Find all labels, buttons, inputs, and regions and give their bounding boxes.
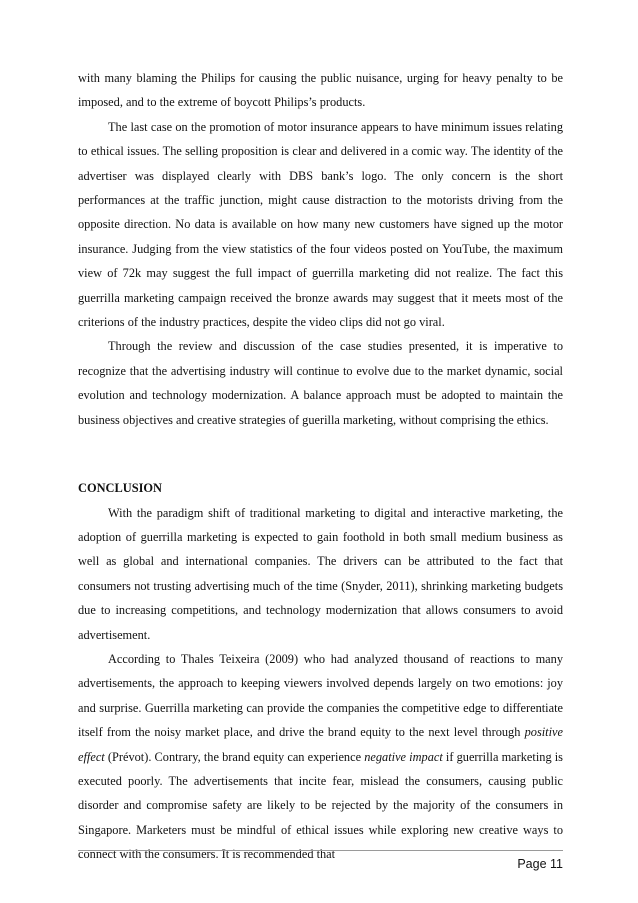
conclusion-p2-text-3: if guerrilla marketing is executed poorly. The advertisements that incite fear, mislead the consumers, causing public disorder and compromise safety are likely to be rejected by the majority of the consumers in Singapore. Marketers must be mindful of ethical issues while exploring new creative ways to connect with the consumers. It is recommended that: [78, 749, 563, 862]
conclusion-paragraph-2: [78, 647, 563, 867]
emphasis-positive-effect: positive effect: [78, 725, 563, 764]
section-heading-conclusion: CONCLUSION: [78, 481, 162, 496]
footer-divider: [78, 850, 563, 851]
emphasis-negative-impact: negative impact: [364, 749, 443, 764]
conclusion-p2-text-2: (Prévot). Contrary, the brand equity can experience: [104, 749, 365, 764]
paragraph-motor-insurance: The last case on the promotion of motor insurance appears to have minimum issues relating to ethical issues. The selling proposition is clear and delivered in a comic way. The identity of the advertiser was displayed clearly with DBS bank’s logo. The only concern is the short performances at the traffic junction, might cause distraction to the motorists driving from the opposite direction. No data is available on how many new customers have signed up the motor insurance. Judging from the view statistics of the four videos posted on YouTube, the maximum view of 72k may suggest the full impact of guerrilla marketing did not realize. The fact this guerrilla marketing campaign received the bronze awards may suggest that it meets most of the criterions of the industry practices, despite the video clips did not go viral.: [78, 119, 563, 330]
section-gap: [78, 432, 563, 476]
conclusion-paragraph-1: With the paradigm shift of traditional marketing to digital and interactive marketing, the adoption of guerrilla marketing is expected to gain foothold in both small medium business as well as global and international companies. The drivers can be attributed to the fact that consumers not trusting advertising much of the time (Snyder, 2011), shrinking marketing budgets due to increasing competitions, and technology modernization that allows consumers to avoid advertisement.: [78, 505, 563, 642]
body-text: [78, 66, 563, 867]
conclusion-p2-text-1: According to Thales Teixeira (2009) who had analyzed thousand of reactions to many advertisements, the approach to keeping viewers involved depends largely on two emotions: joy and surprise. Guerrilla marketing can provide the companies the competitive edge to differentiate itself from the noisy market place, and drive the brand equity to the next level through: [78, 651, 563, 740]
paragraph-continuation: with many blaming the Philips for causing the public nuisance, urging for heavy penalty to be imposed, and to the extreme of boycott Philips’s products.: [78, 71, 563, 110]
paragraph-review: Through the review and discussion of the case studies presented, it is imperative to recognize that the advertising industry will continue to evolve due to the market dynamic, social evolution and technology modernization. A balance approach must be adopted to maintain the business objectives and creative strategies of guerilla marketing, without comprising the ethics.: [78, 339, 563, 427]
page-number: Page 11: [517, 857, 563, 871]
